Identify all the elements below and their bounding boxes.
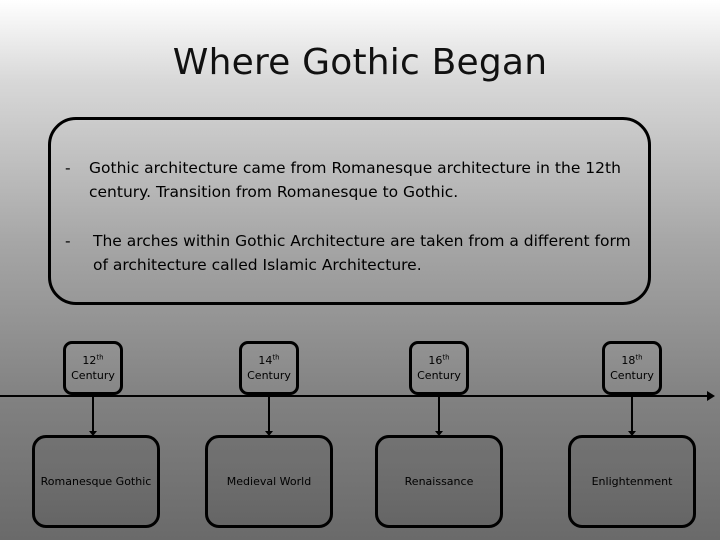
era-box-enlightenment (568, 435, 696, 528)
info-box (48, 117, 651, 305)
connector-line (92, 395, 94, 433)
century-number: 16 (428, 354, 443, 367)
era-box-romanesque-gothic (32, 435, 160, 528)
century-box-12 (63, 341, 123, 395)
timeline-arrow-icon (707, 391, 715, 401)
century-word: Century (417, 369, 461, 382)
bullet-marker: - (65, 232, 71, 250)
century-word: Century (71, 369, 115, 382)
timeline-axis (0, 395, 712, 397)
era-label: Medieval World (226, 475, 312, 488)
bullet-point-2 (65, 229, 640, 277)
bullet-text-1: Gothic architecture came from Romanesque architecture in the 12th century. Transition from Romanesque to Gothic. (89, 159, 621, 201)
era-label: Romanesque Gothic (40, 475, 152, 488)
connector-line (438, 395, 440, 433)
bullet-marker: - (65, 159, 71, 177)
era-label: Enlightenment (591, 475, 673, 488)
century-box-16 (409, 341, 469, 395)
century-word: Century (610, 369, 654, 382)
century-number: 18 (621, 354, 636, 367)
century-suffix: th (442, 353, 450, 362)
slide-title: Where Gothic Began (172, 42, 548, 83)
century-suffix: th (96, 353, 104, 362)
century-word: Century (247, 369, 291, 382)
century-suffix: th (635, 353, 643, 362)
century-box-18 (602, 341, 662, 395)
era-box-medieval-world (205, 435, 333, 528)
connector-line (631, 395, 633, 433)
century-box-14 (239, 341, 299, 395)
century-number: 14 (258, 354, 273, 367)
bullet-point-1 (65, 156, 640, 204)
bullet-text-2: The arches within Gothic Architecture are taken from a different form of architecture called Islamic Architecture. (93, 232, 631, 274)
connector-line (268, 395, 270, 433)
era-box-renaissance (375, 435, 503, 528)
century-number: 12 (82, 354, 97, 367)
century-suffix: th (272, 353, 280, 362)
era-label: Renaissance (404, 475, 474, 488)
